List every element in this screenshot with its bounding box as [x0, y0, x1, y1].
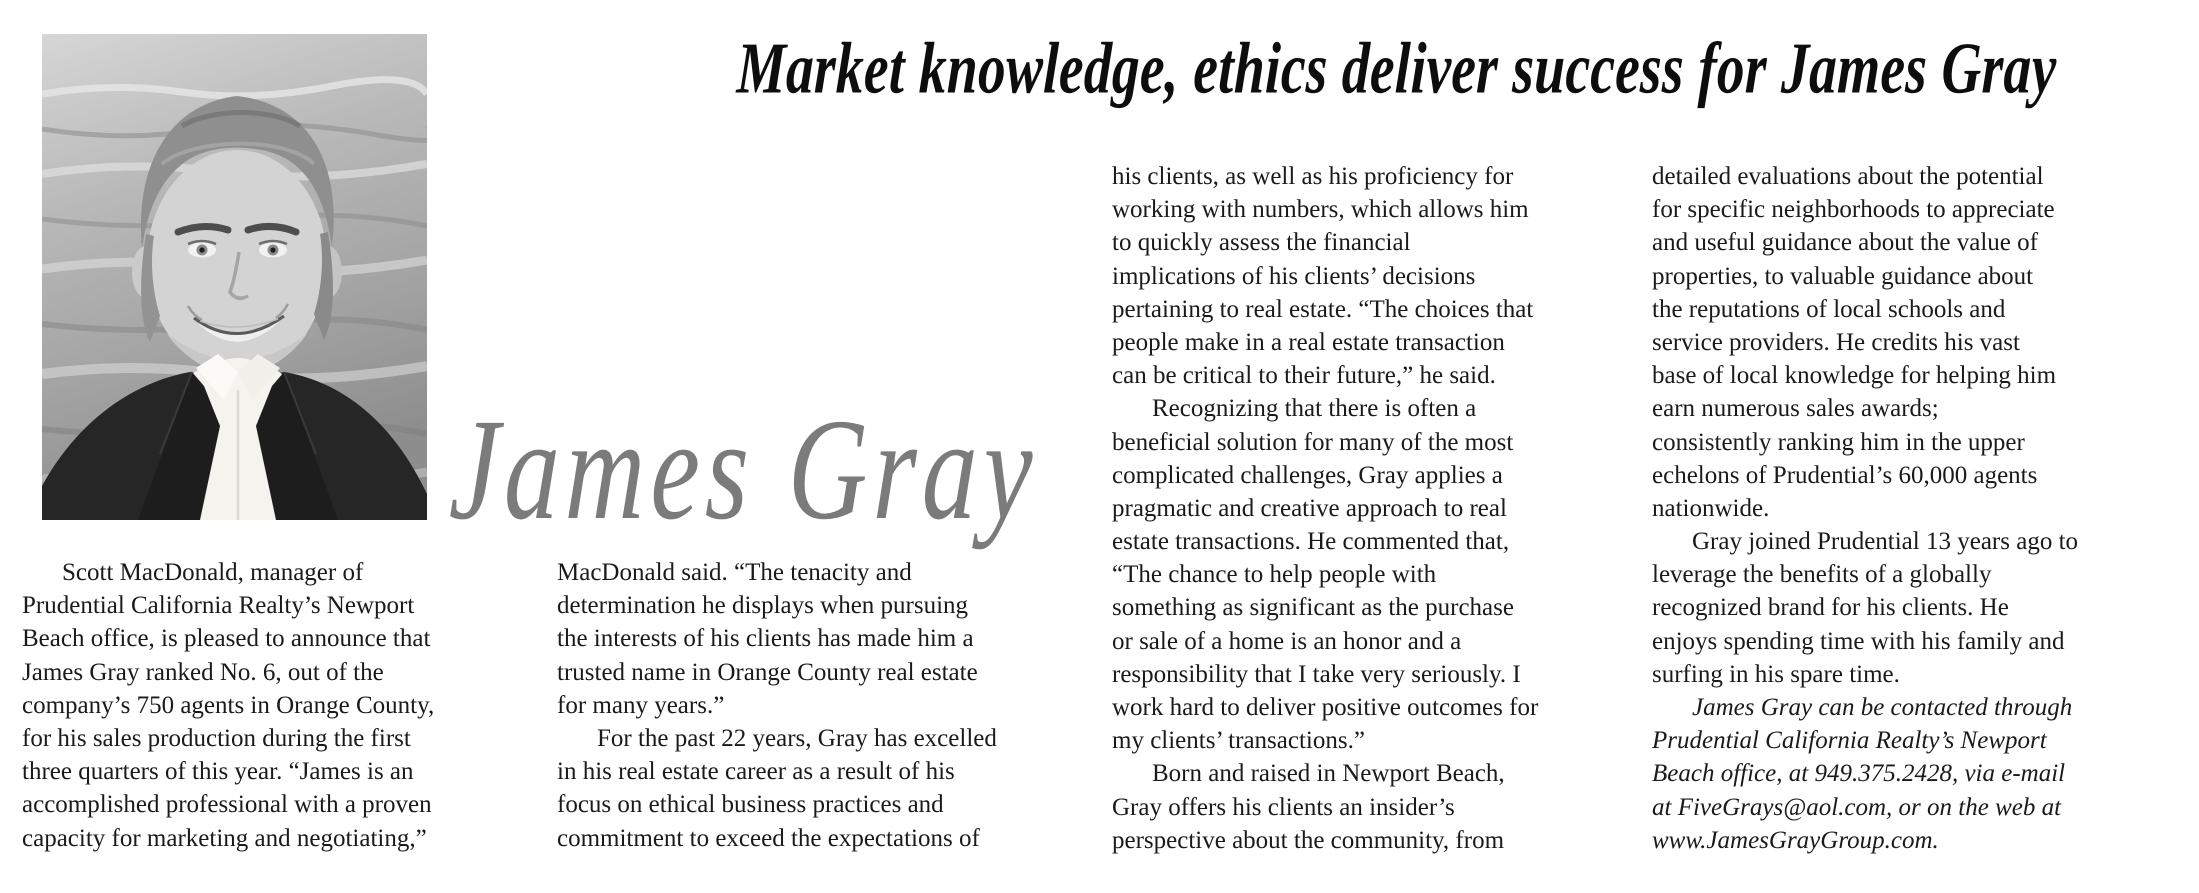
- text-line: “The chance to help people with: [1112, 561, 1437, 589]
- article-column-1: [22, 556, 527, 855]
- text-line: the interests of his clients has made him a: [557, 625, 974, 653]
- text-line: or sale of a home is an honor and a: [1112, 627, 1462, 655]
- article-column-3: [1112, 160, 1622, 857]
- text-line: can be critical to their future,” he said.: [1112, 362, 1496, 390]
- text-line: commitment to exceed the expectations of: [557, 824, 980, 852]
- text-line: company’s 750 agents in Orange County,: [22, 691, 435, 719]
- text-line: Born and raised in Newport Beach,: [1152, 760, 1505, 788]
- text-line: properties, to valuable guidance about: [1652, 262, 2034, 290]
- text-line: and useful guidance about the value of: [1652, 229, 2038, 257]
- text-line: at FiveGrays@aol.com, or on the web at: [1652, 793, 2062, 821]
- text-line: three quarters of this year. “James is an: [22, 758, 414, 786]
- text-line: Gray joined Prudential 13 years ago to: [1692, 528, 2079, 556]
- text-line: service providers. He credits his vast: [1652, 328, 2020, 356]
- text-line: James Gray ranked No. 6, out of the: [22, 658, 384, 686]
- text-line: in his real estate career as a result of his: [557, 758, 955, 786]
- subject-name-script: James Gray: [447, 388, 1041, 550]
- article-column-4: [1652, 160, 2192, 857]
- text-line: recognized brand for his clients. He: [1652, 594, 2009, 622]
- text-line: surfing in his spare time.: [1652, 660, 1900, 688]
- text-line: leverage the benefits of a globally: [1652, 561, 1992, 589]
- text-line: Prudential California Realty’s Newport: [1652, 727, 2047, 755]
- text-line: capacity for marketing and negotiating,”: [22, 824, 427, 852]
- text-line: complicated challenges, Gray applies a: [1112, 461, 1503, 489]
- portrait-photo: [42, 34, 427, 520]
- text-line: responsibility that I take very seriously. I: [1112, 660, 1521, 688]
- text-line: perspective about the community, from: [1112, 826, 1505, 854]
- article-column-2: [557, 556, 1087, 855]
- text-line: focus on ethical business practices and: [557, 791, 944, 819]
- text-line: enjoys spending time with his family and: [1652, 627, 2065, 655]
- text-line: James Gray can be contacted through: [1692, 694, 2073, 721]
- text-line: For the past 22 years, Gray has excelled: [597, 724, 997, 752]
- article-headline: Market knowledge, ethics deliver success for James Gray: [735, 27, 2058, 109]
- text-line: consistently ranking him in the upper: [1652, 428, 2025, 456]
- text-line: the reputations of local schools and: [1652, 295, 2006, 323]
- text-line: Beach office, at 949.375.2428, via e-mail: [1652, 760, 2066, 788]
- text-line: pragmatic and creative approach to real: [1112, 494, 1507, 522]
- text-line: trusted name in Orange County real estate: [557, 658, 978, 686]
- text-line: Gray offers his clients an insider’s: [1112, 793, 1455, 821]
- text-line: MacDonald said. “The tenacity and: [557, 559, 912, 586]
- text-line: working with numbers, which allows him: [1112, 196, 1529, 224]
- text-line: people make in a real estate transaction: [1112, 328, 1505, 356]
- text-line: work hard to deliver positive outcomes for: [1112, 694, 1539, 721]
- text-line: accomplished professional with a proven: [22, 791, 432, 819]
- text-line: something as significant as the purchase: [1112, 594, 1514, 622]
- text-line: Prudential California Realty’s Newport: [22, 592, 415, 620]
- text-line: beneficial solution for many of the most: [1112, 428, 1514, 456]
- text-line: his clients, as well as his proficiency for: [1112, 163, 1514, 190]
- text-line: implications of his clients’ decisions: [1112, 262, 1476, 290]
- text-line: determination he displays when pursuing: [557, 592, 969, 620]
- text-line: for specific neighborhoods to appreciate: [1652, 196, 2055, 224]
- portrait-photo-svg: [42, 34, 427, 520]
- text-line: Beach office, is pleased to announce that: [22, 625, 431, 653]
- text-line: www.JamesGrayGroup.com.: [1652, 826, 1939, 854]
- text-line: pertaining to real estate. “The choices that: [1112, 295, 1534, 323]
- text-line: Scott MacDonald, manager of: [62, 559, 364, 586]
- text-line: nationwide.: [1652, 494, 1770, 522]
- text-line: Recognizing that there is often a: [1152, 395, 1477, 423]
- text-line: to quickly assess the financial: [1112, 229, 1411, 257]
- text-line: detailed evaluations about the potential: [1652, 163, 2044, 190]
- text-line: estate transactions. He commented that,: [1112, 528, 1510, 556]
- text-line: for his sales production during the first: [22, 724, 411, 752]
- text-line: echelons of Prudential’s 60,000 agents: [1652, 461, 2038, 489]
- text-line: my clients’ transactions.”: [1112, 727, 1365, 755]
- text-line: earn numerous sales awards;: [1652, 395, 1939, 423]
- text-line: base of local knowledge for helping him: [1652, 362, 2057, 390]
- text-line: for many years.”: [557, 691, 725, 719]
